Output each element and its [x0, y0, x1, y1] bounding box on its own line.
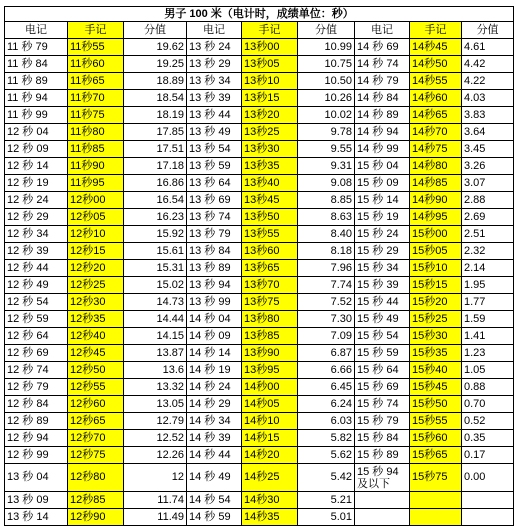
cell-score-2: 10.50	[298, 73, 355, 90]
table-row	[5, 277, 514, 294]
cell-score-2: 7.74	[298, 277, 355, 294]
cell-score-2: 6.03	[298, 413, 355, 430]
cell-electronic-time-3: 14 秒 79	[355, 73, 410, 90]
cell-score-1: 17.85	[124, 124, 187, 141]
cell-manual-time-2: 13秒05	[242, 56, 298, 73]
cell-electronic-time-1: 12 秒 74	[5, 362, 68, 379]
cell-manual-time-3: 14秒90	[410, 192, 462, 209]
cell-score-3: 1.23	[462, 345, 514, 362]
cell-electronic-time-3: 15 秒 54	[355, 328, 410, 345]
cell-electronic-time-3: 15 秒 34	[355, 260, 410, 277]
cell-manual-time-2: 13秒85	[242, 328, 298, 345]
cell-score-1: 19.62	[124, 39, 187, 56]
cell-manual-time-3: 14秒80	[410, 158, 462, 175]
header-manual-3: 手记	[410, 22, 462, 39]
cell-manual-time-2: 13秒55	[242, 226, 298, 243]
cell-score-1: 16.86	[124, 175, 187, 192]
cell-manual-time-3: 15秒05	[410, 243, 462, 260]
cell-electronic-time-2: 13 秒 24	[187, 39, 242, 56]
cell-score-3: 2.32	[462, 243, 514, 260]
cell-manual-time-3: 14秒70	[410, 124, 462, 141]
cell-manual-time-2: 13秒00	[242, 39, 298, 56]
cell-manual-time-2: 13秒95	[242, 362, 298, 379]
cell-manual-time-1: 11秒55	[68, 39, 124, 56]
cell-manual-time-2: 14秒30	[242, 492, 298, 509]
header-row	[5, 22, 514, 39]
table-row	[5, 90, 514, 107]
cell-manual-time-3: 15秒15	[410, 277, 462, 294]
cell-manual-time-1: 12秒50	[68, 362, 124, 379]
cell-score-2: 7.52	[298, 294, 355, 311]
cell-score-2: 6.24	[298, 396, 355, 413]
header-electronic-3: 电记	[355, 22, 410, 39]
cell-score-3: 2.14	[462, 260, 514, 277]
table-row	[5, 362, 514, 379]
cell-electronic-time-3: 15 秒 69	[355, 379, 410, 396]
cell-manual-time-3: 15秒50	[410, 396, 462, 413]
cell-score-3: 3.64	[462, 124, 514, 141]
cell-score-2: 7.96	[298, 260, 355, 277]
cell-electronic-time-2: 14 秒 34	[187, 413, 242, 430]
cell-electronic-time-1: 12 秒 59	[5, 311, 68, 328]
cell-score-2: 5.01	[298, 509, 355, 526]
cell-electronic-time-1: 12 秒 49	[5, 277, 68, 294]
cell-score-1: 13.32	[124, 379, 187, 396]
cell-electronic-time-1: 11 秒 94	[5, 90, 68, 107]
cell-manual-time-2: 13秒25	[242, 124, 298, 141]
header-score-3: 分值	[462, 22, 514, 39]
cell-electronic-time-3: 15 秒 84	[355, 430, 410, 447]
cell-score-1: 12	[124, 464, 187, 492]
cell-manual-time-1: 12秒65	[68, 413, 124, 430]
cell-manual-time-1: 11秒60	[68, 56, 124, 73]
cell-score-2: 9.31	[298, 158, 355, 175]
cell-manual-time-3: 15秒55	[410, 413, 462, 430]
cell-electronic-time-2: 13 秒 54	[187, 141, 242, 158]
cell-score-3: 2.69	[462, 209, 514, 226]
cell-score-1: 13.05	[124, 396, 187, 413]
cell-electronic-time-2: 13 秒 94	[187, 277, 242, 294]
cell-electronic-time-1: 12 秒 69	[5, 345, 68, 362]
cell-electronic-time-2: 14 秒 54	[187, 492, 242, 509]
cell-manual-time-3: 15秒00	[410, 226, 462, 243]
cell-manual-time-1: 11秒65	[68, 73, 124, 90]
cell-manual-time-3: 14秒95	[410, 209, 462, 226]
cell-electronic-time-2: 13 秒 64	[187, 175, 242, 192]
cell-manual-time-1: 12秒45	[68, 345, 124, 362]
cell-electronic-time-3	[355, 509, 410, 526]
cell-manual-time-3: 15秒35	[410, 345, 462, 362]
table-row	[5, 328, 514, 345]
cell-score-2: 5.21	[298, 492, 355, 509]
cell-manual-time-2: 14秒25	[242, 464, 298, 492]
cell-manual-time-3: 14秒85	[410, 175, 462, 192]
cell-electronic-time-1: 13 秒 04	[5, 464, 68, 492]
cell-electronic-time-3: 15 秒 09	[355, 175, 410, 192]
cell-electronic-time-3: 15 秒 19	[355, 209, 410, 226]
cell-score-3: 0.70	[462, 396, 514, 413]
cell-electronic-time-1: 12 秒 99	[5, 447, 68, 464]
cell-manual-time-3: 15秒20	[410, 294, 462, 311]
cell-manual-time-3: 15秒30	[410, 328, 462, 345]
cell-score-2: 10.02	[298, 107, 355, 124]
cell-manual-time-3: 14秒75	[410, 141, 462, 158]
cell-score-1: 18.54	[124, 90, 187, 107]
cell-score-3: 1.05	[462, 362, 514, 379]
cell-manual-time-3: 14秒50	[410, 56, 462, 73]
cell-score-3: 0.17	[462, 447, 514, 464]
table-row	[5, 56, 514, 73]
cell-electronic-time-2: 14 秒 09	[187, 328, 242, 345]
cell-manual-time-3	[410, 509, 462, 526]
cell-manual-time-1: 12秒20	[68, 260, 124, 277]
cell-manual-time-2: 13秒30	[242, 141, 298, 158]
cell-score-1: 11.74	[124, 492, 187, 509]
cell-electronic-time-3: 14 秒 99	[355, 141, 410, 158]
cell-electronic-time-1: 11 秒 84	[5, 56, 68, 73]
cell-manual-time-2: 14秒05	[242, 396, 298, 413]
cell-manual-time-1: 12秒70	[68, 430, 124, 447]
table-row	[5, 311, 514, 328]
header-electronic-2: 电记	[187, 22, 242, 39]
cell-score-1: 14.15	[124, 328, 187, 345]
cell-manual-time-2: 13秒50	[242, 209, 298, 226]
cell-score-2: 9.55	[298, 141, 355, 158]
cell-score-3: 2.51	[462, 226, 514, 243]
cell-score-3: 3.45	[462, 141, 514, 158]
cell-electronic-time-3	[355, 492, 410, 509]
cell-score-2: 10.99	[298, 39, 355, 56]
cell-score-2: 6.87	[298, 345, 355, 362]
cell-score-3: 0.35	[462, 430, 514, 447]
cell-manual-time-3: 15秒45	[410, 379, 462, 396]
cell-score-1: 13.6	[124, 362, 187, 379]
cell-electronic-time-2: 13 秒 34	[187, 73, 242, 90]
cell-electronic-time-2: 13 秒 29	[187, 56, 242, 73]
cell-manual-time-2: 13秒65	[242, 260, 298, 277]
title-row	[5, 7, 514, 22]
cell-manual-time-1: 12秒10	[68, 226, 124, 243]
cell-score-3: 4.61	[462, 39, 514, 56]
header-score-2: 分值	[298, 22, 355, 39]
cell-manual-time-2: 14秒15	[242, 430, 298, 447]
cell-electronic-time-3: 14 秒 89	[355, 107, 410, 124]
cell-score-3	[462, 492, 514, 509]
cell-electronic-time-3: 15 秒 49	[355, 311, 410, 328]
cell-electronic-time-2: 14 秒 19	[187, 362, 242, 379]
cell-manual-time-3: 15秒40	[410, 362, 462, 379]
score-table	[4, 6, 514, 526]
cell-score-1: 19.25	[124, 56, 187, 73]
cell-electronic-time-3: 14 秒 84	[355, 90, 410, 107]
header-electronic-1: 电记	[5, 22, 68, 39]
cell-electronic-time-3: 15 秒 89	[355, 447, 410, 464]
cell-manual-time-1: 12秒85	[68, 492, 124, 509]
cell-manual-time-2: 13秒70	[242, 277, 298, 294]
cell-electronic-time-2: 14 秒 24	[187, 379, 242, 396]
cell-score-1: 16.54	[124, 192, 187, 209]
cell-manual-time-3: 15秒10	[410, 260, 462, 277]
cell-electronic-time-1: 12 秒 44	[5, 260, 68, 277]
header-manual-2: 手记	[242, 22, 298, 39]
cell-manual-time-1: 12秒60	[68, 396, 124, 413]
table-row	[5, 294, 514, 311]
cell-manual-time-2: 13秒75	[242, 294, 298, 311]
cell-electronic-time-1: 12 秒 29	[5, 209, 68, 226]
cell-manual-time-1: 12秒80	[68, 464, 124, 492]
cell-electronic-time-1: 12 秒 04	[5, 124, 68, 141]
cell-manual-time-3: 14秒55	[410, 73, 462, 90]
cell-score-2: 6.66	[298, 362, 355, 379]
table-row	[5, 509, 514, 526]
cell-manual-time-3	[410, 492, 462, 509]
cell-score-3	[462, 509, 514, 526]
cell-score-3: 1.95	[462, 277, 514, 294]
cell-manual-time-1: 11秒95	[68, 175, 124, 192]
cell-electronic-time-3: 15 秒 14	[355, 192, 410, 209]
cell-score-1: 16.23	[124, 209, 187, 226]
cell-electronic-time-1: 13 秒 09	[5, 492, 68, 509]
cell-score-1: 15.31	[124, 260, 187, 277]
table-row	[5, 209, 514, 226]
cell-manual-time-1: 12秒40	[68, 328, 124, 345]
cell-electronic-time-1: 12 秒 09	[5, 141, 68, 158]
cell-manual-time-3: 14秒60	[410, 90, 462, 107]
cell-manual-time-2: 14秒20	[242, 447, 298, 464]
cell-manual-time-2: 14秒35	[242, 509, 298, 526]
cell-manual-time-3: 14秒65	[410, 107, 462, 124]
cell-electronic-time-3: 15 秒 59	[355, 345, 410, 362]
cell-electronic-time-3: 15 秒 39	[355, 277, 410, 294]
cell-score-1: 14.73	[124, 294, 187, 311]
cell-score-1: 12.26	[124, 447, 187, 464]
cell-electronic-time-1: 12 秒 79	[5, 379, 68, 396]
table-row	[5, 175, 514, 192]
table-row	[5, 39, 514, 56]
cell-score-3: 4.03	[462, 90, 514, 107]
cell-electronic-time-1: 12 秒 14	[5, 158, 68, 175]
cell-manual-time-3: 15秒25	[410, 311, 462, 328]
cell-score-2: 8.85	[298, 192, 355, 209]
cell-manual-time-2: 13秒20	[242, 107, 298, 124]
cell-score-1: 14.44	[124, 311, 187, 328]
cell-score-3: 0.00	[462, 464, 514, 492]
cell-score-3: 0.88	[462, 379, 514, 396]
cell-score-2: 9.08	[298, 175, 355, 192]
cell-manual-time-1: 12秒75	[68, 447, 124, 464]
cell-manual-time-1: 11秒90	[68, 158, 124, 175]
cell-manual-time-2: 13秒40	[242, 175, 298, 192]
cell-electronic-time-1: 12 秒 24	[5, 192, 68, 209]
cell-manual-time-2: 14秒00	[242, 379, 298, 396]
cell-electronic-time-3: 15 秒 44	[355, 294, 410, 311]
cell-electronic-time-1: 11 秒 89	[5, 73, 68, 90]
cell-electronic-time-1: 12 秒 89	[5, 413, 68, 430]
cell-manual-time-2: 13秒15	[242, 90, 298, 107]
cell-electronic-time-1: 13 秒 14	[5, 509, 68, 526]
cell-score-2: 5.42	[298, 464, 355, 492]
cell-electronic-time-1: 12 秒 84	[5, 396, 68, 413]
cell-manual-time-1: 12秒25	[68, 277, 124, 294]
cell-electronic-time-2: 13 秒 59	[187, 158, 242, 175]
header-manual-1: 手记	[68, 22, 124, 39]
cell-electronic-time-2: 14 秒 04	[187, 311, 242, 328]
cell-score-1: 12.52	[124, 430, 187, 447]
cell-electronic-time-2: 13 秒 84	[187, 243, 242, 260]
cell-electronic-time-3: 15 秒 94 及以下	[355, 464, 410, 492]
cell-score-1: 12.79	[124, 413, 187, 430]
cell-electronic-time-1: 12 秒 39	[5, 243, 68, 260]
table-row	[5, 413, 514, 430]
cell-score-1: 17.51	[124, 141, 187, 158]
cell-electronic-time-2: 13 秒 39	[187, 90, 242, 107]
cell-manual-time-3: 15秒65	[410, 447, 462, 464]
cell-electronic-time-2: 13 秒 44	[187, 107, 242, 124]
cell-score-3: 1.77	[462, 294, 514, 311]
cell-manual-time-2: 13秒90	[242, 345, 298, 362]
cell-score-1: 11.49	[124, 509, 187, 526]
table-row	[5, 260, 514, 277]
cell-electronic-time-3: 14 秒 94	[355, 124, 410, 141]
table-row	[5, 492, 514, 509]
table-row	[5, 464, 514, 492]
cell-score-2: 8.63	[298, 209, 355, 226]
cell-score-3: 2.88	[462, 192, 514, 209]
score-table-container	[4, 6, 513, 526]
cell-score-3: 4.22	[462, 73, 514, 90]
cell-electronic-time-3: 14 秒 74	[355, 56, 410, 73]
cell-score-1: 17.18	[124, 158, 187, 175]
table-row	[5, 73, 514, 90]
cell-score-2: 5.82	[298, 430, 355, 447]
cell-score-1: 18.89	[124, 73, 187, 90]
cell-score-2: 9.78	[298, 124, 355, 141]
cell-manual-time-1: 12秒35	[68, 311, 124, 328]
cell-manual-time-1: 12秒30	[68, 294, 124, 311]
cell-electronic-time-1: 12 秒 54	[5, 294, 68, 311]
cell-score-3: 1.41	[462, 328, 514, 345]
cell-manual-time-1: 11秒70	[68, 90, 124, 107]
cell-electronic-time-2: 13 秒 74	[187, 209, 242, 226]
cell-manual-time-1: 12秒15	[68, 243, 124, 260]
cell-manual-time-2: 13秒60	[242, 243, 298, 260]
cell-score-2: 7.09	[298, 328, 355, 345]
cell-manual-time-2: 14秒10	[242, 413, 298, 430]
cell-electronic-time-2: 13 秒 89	[187, 260, 242, 277]
cell-score-2: 7.30	[298, 311, 355, 328]
cell-score-3: 0.52	[462, 413, 514, 430]
cell-electronic-time-2: 14 秒 49	[187, 464, 242, 492]
cell-electronic-time-2: 13 秒 69	[187, 192, 242, 209]
table-row	[5, 396, 514, 413]
table-row	[5, 124, 514, 141]
cell-electronic-time-2: 14 秒 59	[187, 509, 242, 526]
cell-electronic-time-3: 15 秒 24	[355, 226, 410, 243]
table-row	[5, 226, 514, 243]
cell-score-1: 13.87	[124, 345, 187, 362]
cell-electronic-time-2: 14 秒 39	[187, 430, 242, 447]
cell-score-3: 3.83	[462, 107, 514, 124]
cell-electronic-time-1: 11 秒 79	[5, 39, 68, 56]
table-row	[5, 141, 514, 158]
cell-electronic-time-1: 12 秒 64	[5, 328, 68, 345]
cell-manual-time-3: 14秒45	[410, 39, 462, 56]
cell-electronic-time-1: 12 秒 94	[5, 430, 68, 447]
table-row	[5, 430, 514, 447]
cell-electronic-time-2: 13 秒 99	[187, 294, 242, 311]
cell-manual-time-2: 13秒80	[242, 311, 298, 328]
cell-electronic-time-2: 14 秒 14	[187, 345, 242, 362]
cell-manual-time-1: 11秒85	[68, 141, 124, 158]
cell-score-2: 8.18	[298, 243, 355, 260]
cell-manual-time-1: 12秒55	[68, 379, 124, 396]
cell-score-3: 1.59	[462, 311, 514, 328]
cell-score-1: 15.61	[124, 243, 187, 260]
cell-electronic-time-1: 12 秒 34	[5, 226, 68, 243]
cell-electronic-time-2: 14 秒 29	[187, 396, 242, 413]
table-row	[5, 243, 514, 260]
cell-electronic-time-3: 15 秒 29	[355, 243, 410, 260]
cell-score-1: 18.19	[124, 107, 187, 124]
cell-manual-time-2: 13秒35	[242, 158, 298, 175]
cell-electronic-time-3: 14 秒 69	[355, 39, 410, 56]
table-row	[5, 107, 514, 124]
cell-manual-time-2: 13秒10	[242, 73, 298, 90]
cell-electronic-time-1: 11 秒 99	[5, 107, 68, 124]
cell-electronic-time-3: 15 秒 64	[355, 362, 410, 379]
cell-manual-time-1: 12秒05	[68, 209, 124, 226]
table-row	[5, 158, 514, 175]
cell-score-2: 8.40	[298, 226, 355, 243]
header-score-1: 分值	[124, 22, 187, 39]
table-row	[5, 345, 514, 362]
cell-score-3: 4.42	[462, 56, 514, 73]
cell-manual-time-1: 11秒80	[68, 124, 124, 141]
cell-score-3: 3.07	[462, 175, 514, 192]
cell-electronic-time-2: 14 秒 44	[187, 447, 242, 464]
cell-electronic-time-3: 15 秒 04	[355, 158, 410, 175]
cell-manual-time-2: 13秒45	[242, 192, 298, 209]
cell-score-1: 15.02	[124, 277, 187, 294]
cell-manual-time-3: 15秒60	[410, 430, 462, 447]
table-row	[5, 192, 514, 209]
cell-manual-time-1: 12秒00	[68, 192, 124, 209]
cell-score-2: 5.62	[298, 447, 355, 464]
cell-electronic-time-3: 15 秒 79	[355, 413, 410, 430]
table-title: 男子 100 米（电计时，成绩单位：秒）	[5, 7, 514, 22]
cell-score-2: 6.45	[298, 379, 355, 396]
table-row	[5, 379, 514, 396]
table-row	[5, 447, 514, 464]
table-body	[5, 39, 514, 526]
cell-score-2: 10.75	[298, 56, 355, 73]
cell-score-3: 3.26	[462, 158, 514, 175]
cell-electronic-time-2: 13 秒 49	[187, 124, 242, 141]
cell-manual-time-1: 12秒90	[68, 509, 124, 526]
cell-manual-time-1: 11秒75	[68, 107, 124, 124]
cell-electronic-time-3: 15 秒 74	[355, 396, 410, 413]
cell-electronic-time-1: 12 秒 19	[5, 175, 68, 192]
cell-score-2: 10.26	[298, 90, 355, 107]
cell-manual-time-3: 15秒75	[410, 464, 462, 492]
cell-score-1: 15.92	[124, 226, 187, 243]
cell-electronic-time-2: 13 秒 79	[187, 226, 242, 243]
